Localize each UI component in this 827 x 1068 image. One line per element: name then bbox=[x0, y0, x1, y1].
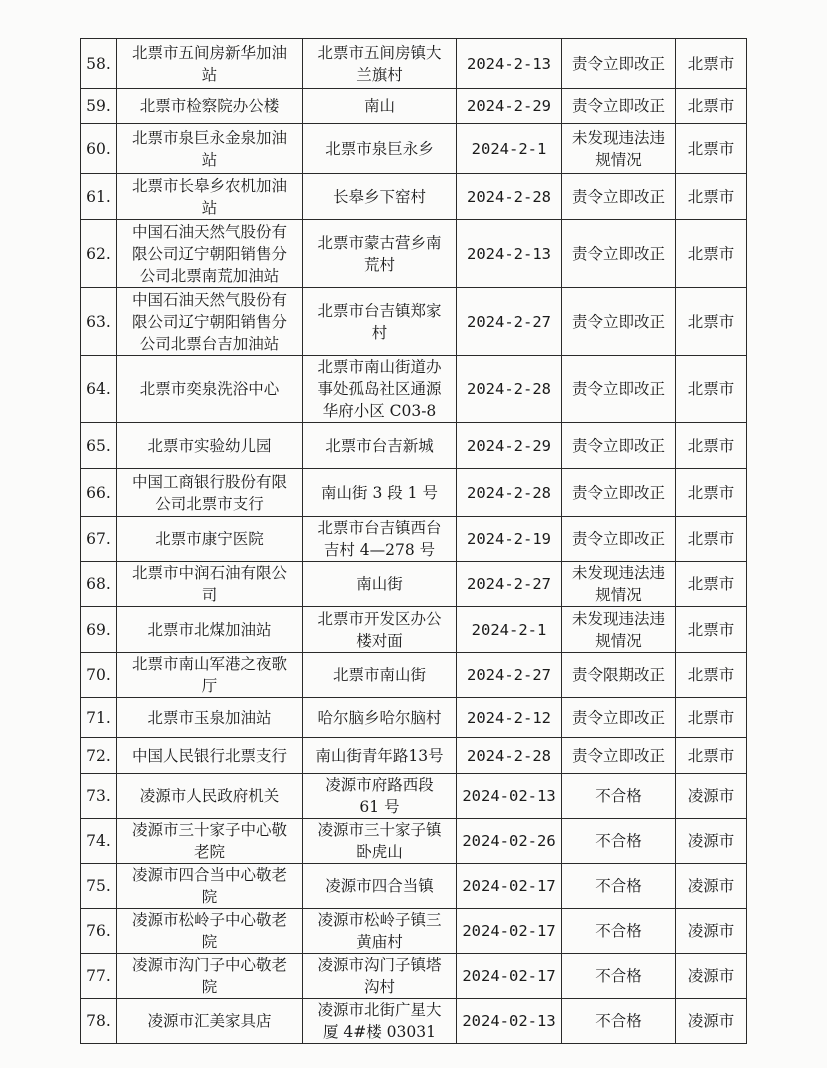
city-cell: 凌源市 bbox=[676, 999, 747, 1044]
address-cell: 北票市开发区办公 楼对面 bbox=[303, 607, 457, 653]
table-row bbox=[81, 999, 747, 1044]
result-cell: 不合格 bbox=[562, 819, 676, 864]
row-number: 68. bbox=[81, 562, 117, 607]
unit-name-cell: 中国人民银行北票支行 bbox=[117, 738, 303, 774]
unit-name-cell: 中国工商银行股份有限 公司北票市支行 bbox=[117, 469, 303, 517]
address-cell: 长皋乡下窑村 bbox=[303, 174, 457, 220]
inspection-date-cell: 2024-2-12 bbox=[457, 698, 562, 738]
inspection-date-cell: 2024-2-29 bbox=[457, 423, 562, 469]
unit-name-cell: 北票市奕泉洗浴中心 bbox=[117, 356, 303, 423]
city-cell: 凌源市 bbox=[676, 774, 747, 819]
inspection-date-cell: 2024-2-13 bbox=[457, 220, 562, 288]
result-cell: 不合格 bbox=[562, 954, 676, 999]
city-cell: 北票市 bbox=[676, 220, 747, 288]
address-cell: 凌源市北街广星大 厦 4#楼 03031 bbox=[303, 999, 457, 1044]
unit-name-cell: 北票市北煤加油站 bbox=[117, 607, 303, 653]
unit-name-cell: 北票市检察院办公楼 bbox=[117, 89, 303, 124]
city-cell: 北票市 bbox=[676, 698, 747, 738]
inspection-date-cell: 2024-2-1 bbox=[457, 607, 562, 653]
unit-name-cell: 凌源市四合当中心敬老 院 bbox=[117, 864, 303, 909]
inspection-date-cell: 2024-2-28 bbox=[457, 356, 562, 423]
inspection-date-cell: 2024-02-17 bbox=[457, 909, 562, 954]
result-cell: 责令立即改正 bbox=[562, 738, 676, 774]
unit-name-cell: 凌源市松岭子中心敬老 院 bbox=[117, 909, 303, 954]
inspection-date-cell: 2024-2-28 bbox=[457, 469, 562, 517]
unit-name-cell: 中国石油天然气股份有 限公司辽宁朝阳销售分 公司北票台吉加油站 bbox=[117, 288, 303, 356]
row-number: 78. bbox=[81, 999, 117, 1044]
address-cell: 北票市南山街 bbox=[303, 653, 457, 698]
row-number: 72. bbox=[81, 738, 117, 774]
table-row bbox=[81, 653, 747, 698]
result-cell: 责令立即改正 bbox=[562, 517, 676, 562]
inspection-date-cell: 2024-2-27 bbox=[457, 562, 562, 607]
address-cell: 北票市泉巨永乡 bbox=[303, 124, 457, 174]
row-number: 77. bbox=[81, 954, 117, 999]
table-row bbox=[81, 220, 747, 288]
row-number: 66. bbox=[81, 469, 117, 517]
city-cell: 北票市 bbox=[676, 423, 747, 469]
inspection-date-cell: 2024-02-17 bbox=[457, 954, 562, 999]
result-cell: 责令立即改正 bbox=[562, 469, 676, 517]
row-number: 67. bbox=[81, 517, 117, 562]
city-cell: 凌源市 bbox=[676, 909, 747, 954]
result-cell: 不合格 bbox=[562, 774, 676, 819]
unit-name-cell: 北票市五间房新华加油 站 bbox=[117, 39, 303, 89]
row-number: 75. bbox=[81, 864, 117, 909]
row-number: 76. bbox=[81, 909, 117, 954]
result-cell: 责令立即改正 bbox=[562, 423, 676, 469]
inspection-date-cell: 2024-2-19 bbox=[457, 517, 562, 562]
table-row bbox=[81, 954, 747, 999]
unit-name-cell: 凌源市汇美家具店 bbox=[117, 999, 303, 1044]
city-cell: 北票市 bbox=[676, 39, 747, 89]
city-cell: 北票市 bbox=[676, 653, 747, 698]
unit-name-cell: 凌源市沟门子中心敬老 院 bbox=[117, 954, 303, 999]
result-cell: 未发现违法违 规情况 bbox=[562, 562, 676, 607]
result-cell: 不合格 bbox=[562, 909, 676, 954]
table-row bbox=[81, 607, 747, 653]
row-number: 69. bbox=[81, 607, 117, 653]
city-cell: 北票市 bbox=[676, 174, 747, 220]
address-cell: 凌源市三十家子镇 卧虎山 bbox=[303, 819, 457, 864]
city-cell: 北票市 bbox=[676, 356, 747, 423]
city-cell: 凌源市 bbox=[676, 819, 747, 864]
result-cell: 责令立即改正 bbox=[562, 220, 676, 288]
table-row bbox=[81, 819, 747, 864]
row-number: 71. bbox=[81, 698, 117, 738]
table-row bbox=[81, 288, 747, 356]
result-cell: 责令立即改正 bbox=[562, 698, 676, 738]
table-body bbox=[81, 39, 747, 1044]
result-cell: 责令立即改正 bbox=[562, 356, 676, 423]
address-cell: 南山街青年路13号 bbox=[303, 738, 457, 774]
address-cell: 凌源市四合当镇 bbox=[303, 864, 457, 909]
table-row bbox=[81, 39, 747, 89]
result-cell: 不合格 bbox=[562, 864, 676, 909]
city-cell: 北票市 bbox=[676, 738, 747, 774]
result-cell: 责令立即改正 bbox=[562, 288, 676, 356]
unit-name-cell: 北票市中润石油有限公 司 bbox=[117, 562, 303, 607]
city-cell: 北票市 bbox=[676, 288, 747, 356]
result-cell: 责令立即改正 bbox=[562, 174, 676, 220]
result-cell: 责令限期改正 bbox=[562, 653, 676, 698]
address-cell: 哈尔脑乡哈尔脑村 bbox=[303, 698, 457, 738]
city-cell: 北票市 bbox=[676, 607, 747, 653]
table-row bbox=[81, 174, 747, 220]
city-cell: 北票市 bbox=[676, 89, 747, 124]
address-cell: 北票市台吉镇郑家 村 bbox=[303, 288, 457, 356]
address-cell: 凌源市松岭子镇三 黄庙村 bbox=[303, 909, 457, 954]
row-number: 74. bbox=[81, 819, 117, 864]
inspection-date-cell: 2024-2-13 bbox=[457, 39, 562, 89]
address-cell: 北票市南山街道办 事处孤岛社区通源 华府小区 C03-8 bbox=[303, 356, 457, 423]
address-cell: 南山街 3 段 1 号 bbox=[303, 469, 457, 517]
table-row bbox=[81, 864, 747, 909]
unit-name-cell: 北票市实验幼儿园 bbox=[117, 423, 303, 469]
city-cell: 北票市 bbox=[676, 562, 747, 607]
inspection-date-cell: 2024-02-13 bbox=[457, 774, 562, 819]
unit-name-cell: 北票市泉巨永金泉加油 站 bbox=[117, 124, 303, 174]
table-row bbox=[81, 774, 747, 819]
unit-name-cell: 中国石油天然气股份有 限公司辽宁朝阳销售分 公司北票南荒加油站 bbox=[117, 220, 303, 288]
unit-name-cell: 北票市长皋乡农机加油 站 bbox=[117, 174, 303, 220]
city-cell: 北票市 bbox=[676, 517, 747, 562]
inspection-date-cell: 2024-02-13 bbox=[457, 999, 562, 1044]
unit-name-cell: 北票市康宁医院 bbox=[117, 517, 303, 562]
address-cell: 凌源市沟门子镇塔 沟村 bbox=[303, 954, 457, 999]
address-cell: 北票市蒙古营乡南 荒村 bbox=[303, 220, 457, 288]
table-row bbox=[81, 356, 747, 423]
inspection-date-cell: 2024-2-28 bbox=[457, 174, 562, 220]
inspection-date-cell: 2024-2-27 bbox=[457, 653, 562, 698]
row-number: 61. bbox=[81, 174, 117, 220]
row-number: 58. bbox=[81, 39, 117, 89]
address-cell: 南山 bbox=[303, 89, 457, 124]
city-cell: 凌源市 bbox=[676, 954, 747, 999]
address-cell: 北票市五间房镇大 兰旗村 bbox=[303, 39, 457, 89]
inspection-date-cell: 2024-02-26 bbox=[457, 819, 562, 864]
row-number: 64. bbox=[81, 356, 117, 423]
row-number: 65. bbox=[81, 423, 117, 469]
result-cell: 责令立即改正 bbox=[562, 39, 676, 89]
address-cell: 南山街 bbox=[303, 562, 457, 607]
unit-name-cell: 凌源市人民政府机关 bbox=[117, 774, 303, 819]
table-row bbox=[81, 423, 747, 469]
address-cell: 凌源市府路西段 61 号 bbox=[303, 774, 457, 819]
table-row bbox=[81, 562, 747, 607]
city-cell: 凌源市 bbox=[676, 864, 747, 909]
result-cell: 不合格 bbox=[562, 999, 676, 1044]
inspection-date-cell: 2024-02-17 bbox=[457, 864, 562, 909]
address-cell: 北票市台吉新城 bbox=[303, 423, 457, 469]
inspection-date-cell: 2024-2-28 bbox=[457, 738, 562, 774]
city-cell: 北票市 bbox=[676, 124, 747, 174]
table-row bbox=[81, 469, 747, 517]
table-row bbox=[81, 89, 747, 124]
row-number: 73. bbox=[81, 774, 117, 819]
table-row bbox=[81, 909, 747, 954]
unit-name-cell: 凌源市三十家子中心敬 老院 bbox=[117, 819, 303, 864]
unit-name-cell: 北票市南山军港之夜歌 厅 bbox=[117, 653, 303, 698]
address-cell: 北票市台吉镇西台 吉村 4—278 号 bbox=[303, 517, 457, 562]
result-cell: 责令立即改正 bbox=[562, 89, 676, 124]
row-number: 60. bbox=[81, 124, 117, 174]
inspection-date-cell: 2024-2-29 bbox=[457, 89, 562, 124]
inspection-table bbox=[80, 38, 747, 1044]
table-row bbox=[81, 738, 747, 774]
result-cell: 未发现违法违 规情况 bbox=[562, 124, 676, 174]
table-row bbox=[81, 124, 747, 174]
table-row bbox=[81, 517, 747, 562]
inspection-date-cell: 2024-2-1 bbox=[457, 124, 562, 174]
inspection-date-cell: 2024-2-27 bbox=[457, 288, 562, 356]
result-cell: 未发现违法违 规情况 bbox=[562, 607, 676, 653]
unit-name-cell: 北票市玉泉加油站 bbox=[117, 698, 303, 738]
row-number: 62. bbox=[81, 220, 117, 288]
row-number: 59. bbox=[81, 89, 117, 124]
city-cell: 北票市 bbox=[676, 469, 747, 517]
table-row bbox=[81, 698, 747, 738]
row-number: 70. bbox=[81, 653, 117, 698]
row-number: 63. bbox=[81, 288, 117, 356]
